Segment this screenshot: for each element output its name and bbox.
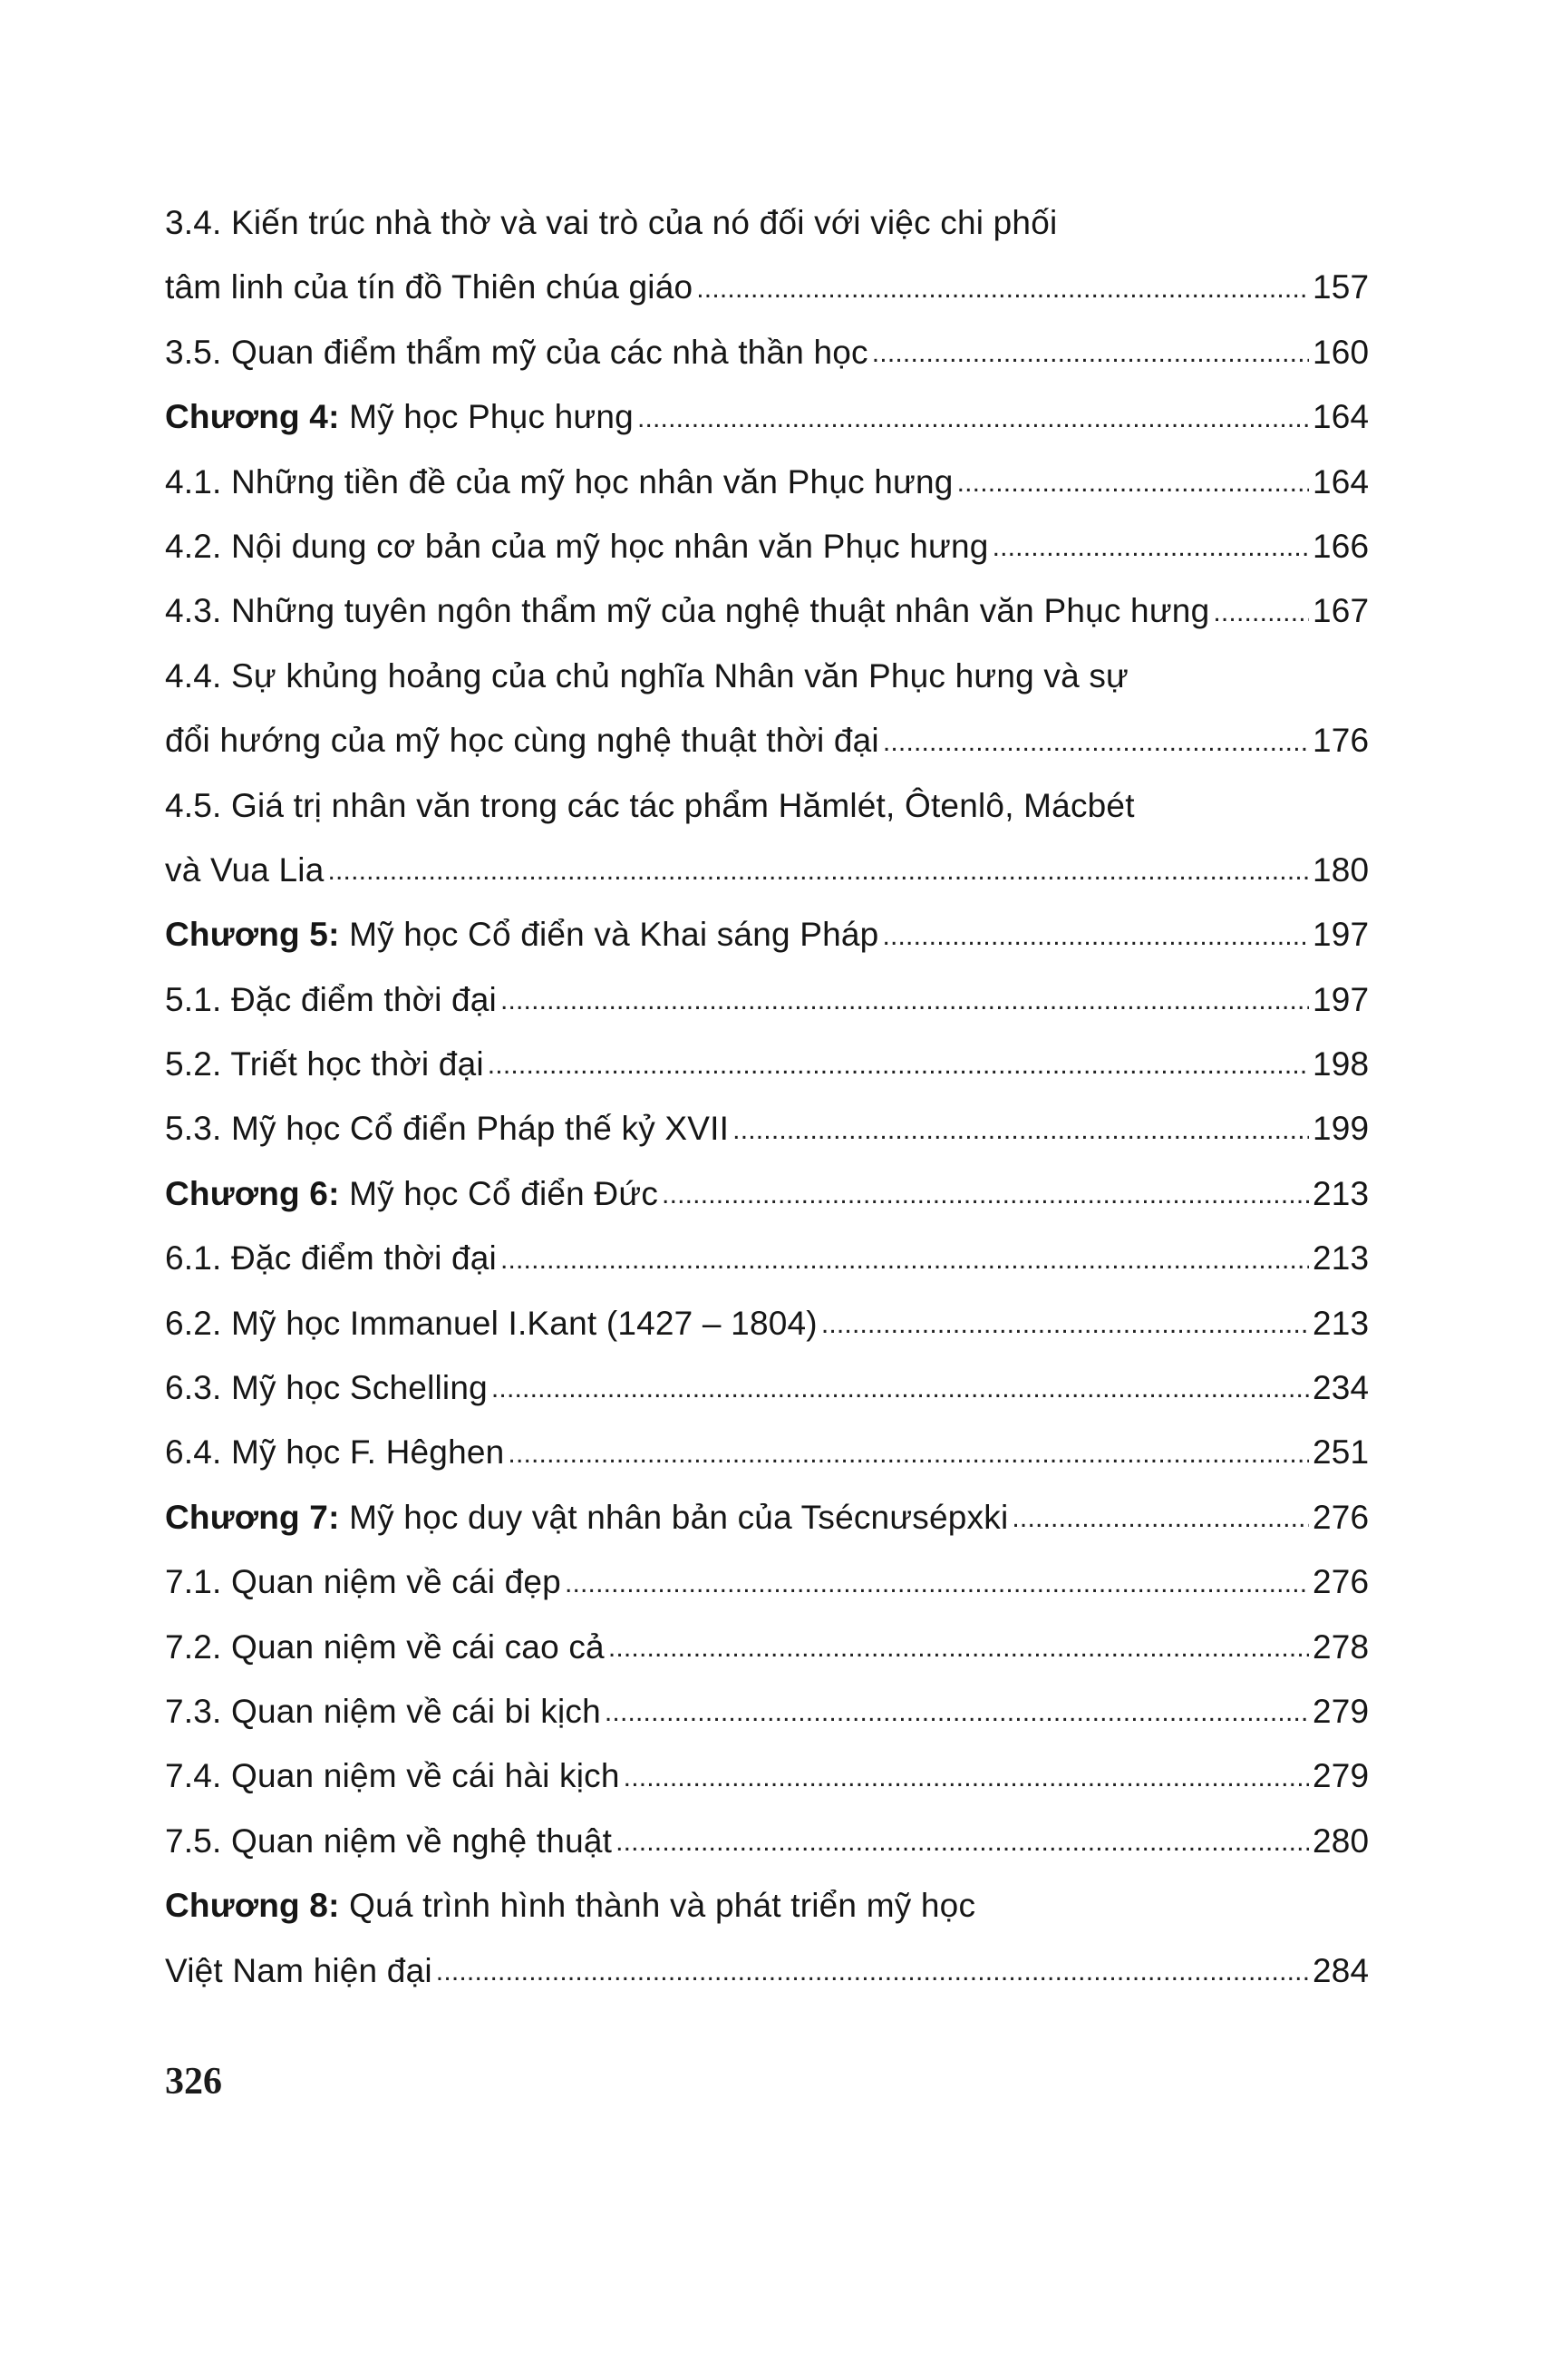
toc-entry-title [165,656,1129,696]
toc-entry-row [165,316,1369,380]
toc-entry-title [165,267,693,307]
toc-entry-text: Quá trình hình thành và phát triển mỹ học [339,1887,976,1925]
toc-entry-title [165,397,634,437]
toc-entry-title [165,1304,818,1344]
toc-entry-text: đổi hướng của mỹ học cùng nghệ thuật thời đại [165,722,879,760]
toc-entry-title [165,203,1057,243]
toc-entry-row [165,186,1369,250]
toc-entry-text: 7.3. Quan niệm về cái bi kịch [165,1692,601,1730]
toc-entry-text: 3.4. Kiến trúc nhà thờ và vai trò của nó đối với việc chi phối [165,204,1058,241]
toc-entry-text: Việt Nam hiện đại [165,1951,432,1989]
toc-entry-row [165,1675,1369,1739]
dot-leader [1213,599,1309,627]
toc-entry-text: 6.4. Mỹ học F. Hêghen [165,1433,505,1472]
toc-entry-text: 5.1. Đặc điểm thời đại [165,980,497,1018]
toc-entry-title [165,1044,484,1084]
toc-entry-text: tâm linh của tín đồ Thiên chúa giáo [165,268,693,306]
toc-entry-text: 7.5. Quan niệm về nghệ thuật [165,1821,613,1860]
toc-entry-title [165,915,878,955]
dot-leader [624,1764,1309,1792]
toc-page-number: 167 [1313,592,1370,630]
toc-entry-row [165,1027,1369,1092]
toc-entry-text: Mỹ học Phục hưng [339,398,634,436]
toc-chapter-row [165,1157,1369,1221]
toc-entry-title [165,786,1135,826]
toc-page-number: 198 [1313,1045,1370,1083]
toc-page-number: 213 [1313,1174,1370,1212]
dot-leader [605,1699,1309,1726]
dot-leader [508,1441,1309,1468]
chapter-label: Chương 4: [165,398,340,436]
toc-entry-text: 4.3. Những tuyên ngôn thẩm mỹ của nghệ thuật nhân văn Phục hưng [165,592,1210,630]
chapter-label: Chương 6: [165,1174,340,1212]
toc-page-number: 234 [1313,1369,1370,1407]
toc-entry-row [165,833,1369,898]
toc-entry-title [165,850,324,890]
chapter-label: Chương 7: [165,1498,340,1536]
dot-leader [882,923,1309,950]
toc-entry-text: 5.3. Mỹ học Cổ điển Pháp thế kỷ XVII [165,1110,730,1148]
toc-entry-row [165,1287,1369,1351]
toc-page-number: 251 [1313,1433,1370,1472]
toc-entry-title [165,1498,1008,1538]
toc-entry-title [165,333,868,373]
dot-leader [883,729,1309,756]
toc-chapter-row [165,1869,1369,1933]
toc-page-number: 199 [1313,1110,1370,1148]
dot-leader [615,1829,1309,1856]
toc-entry-row [165,1739,1369,1803]
page-number: 326 [165,2061,222,2103]
toc-entry-text: 7.1. Quan niệm về cái đẹp [165,1563,561,1601]
toc-entry-title [165,1433,504,1472]
toc-page-number: 279 [1313,1757,1370,1795]
toc-entry-title [165,1109,729,1149]
dot-leader [957,470,1309,497]
dot-leader [436,1958,1309,1986]
toc-entry-title [165,980,497,1020]
toc-entry-title [165,1951,432,1991]
toc-entry-title [165,1368,488,1408]
toc-entry-title [165,1174,658,1214]
toc-page-number: 157 [1313,268,1370,306]
table-of-contents [165,186,1369,1998]
toc-entry-text: và Vua Lia [165,850,325,889]
dot-leader [696,276,1309,303]
dot-leader [327,858,1309,885]
dot-leader [608,1635,1309,1662]
toc-page-number: 164 [1313,462,1370,500]
toc-entry-text: 5.2. Triết học thời đại [165,1045,484,1083]
toc-page-number: 197 [1313,916,1370,954]
toc-entry-title [165,1756,620,1796]
toc-entry-row [165,1804,1369,1869]
toc-entry-row [165,510,1369,574]
toc-entry-text: 4.1. Những tiền đề của mỹ học nhân văn Phục hưng [165,462,954,500]
dot-leader [500,987,1309,1015]
dot-leader [732,1117,1309,1144]
toc-page-number: 180 [1313,850,1370,889]
dot-leader [1012,1505,1309,1532]
toc-page-number: 276 [1313,1563,1370,1601]
chapter-label: Chương 5: [165,916,340,954]
toc-page-number: 279 [1313,1692,1370,1730]
toc-entry-row [165,1415,1369,1480]
toc-page-number: 276 [1313,1498,1370,1536]
toc-entry-row [165,1545,1369,1609]
toc-page-number: 164 [1313,398,1370,436]
toc-entry-title [165,527,989,567]
toc-page-number: 280 [1313,1821,1370,1860]
toc-entry-text: 4.4. Sự khủng hoảng của chủ nghĩa Nhân văn Phục hưng và sự [165,656,1129,695]
toc-entry-text: 6.1. Đặc điểm thời đại [165,1239,497,1277]
toc-entry-row [165,1221,1369,1286]
toc-page-number: 213 [1313,1239,1370,1277]
toc-chapter-row [165,1481,1369,1545]
toc-entry-title [165,1239,497,1278]
toc-entry-row [165,963,1369,1027]
dot-leader [491,1375,1309,1403]
dot-leader [662,1181,1309,1209]
toc-entry-text: 6.2. Mỹ học Immanuel I.Kant (1427 – 1804) [165,1304,818,1342]
dot-leader [565,1570,1309,1598]
toc-entry-row [165,445,1369,510]
toc-page-number: 284 [1313,1951,1370,1989]
toc-entry-row [165,769,1369,833]
toc-entry-title [165,1692,601,1732]
toc-entry-text: 7.4. Quan niệm về cái hài kịch [165,1757,620,1795]
toc-page-number: 278 [1313,1627,1370,1666]
toc-chapter-row [165,898,1369,962]
toc-page-number: 213 [1313,1304,1370,1342]
toc-page-number: 160 [1313,333,1370,371]
toc-chapter-row [165,380,1369,444]
dot-leader [500,1247,1309,1274]
dot-leader [821,1311,1309,1338]
toc-entry-text: 4.2. Nội dung cơ bản của mỹ học nhân văn Phục hưng [165,527,989,565]
toc-entry-row [165,1092,1369,1156]
toc-page-number: 176 [1313,722,1370,760]
toc-entry-text: Mỹ học duy vật nhân bản của Tsécnưsépxki [339,1498,1009,1536]
dot-leader [488,1052,1309,1079]
toc-entry-title [165,1562,561,1602]
toc-entry-text: 7.2. Quan niệm về cái cao cả [165,1627,605,1666]
toc-entry-text: 4.5. Giá trị nhân văn trong các tác phẩm Hămlét, Ôtenlô, Mácbét [165,786,1135,824]
toc-entry-text: 3.5. Quan điểm thẩm mỹ của các nhà thần học [165,333,868,371]
toc-entry-title [165,462,954,502]
toc-entry-row [165,1934,1369,1998]
dot-leader [993,534,1309,561]
toc-entry-title [165,1886,975,1926]
toc-page-number: 166 [1313,527,1370,565]
toc-entry-row [165,1610,1369,1675]
dot-leader [637,405,1309,432]
toc-entry-text: Mỹ học Cổ điển và Khai sáng Pháp [339,916,879,954]
toc-entry-row [165,574,1369,638]
toc-entry-row [165,704,1369,768]
toc-entry-title [165,721,879,761]
toc-entry-row [165,639,1369,704]
toc-entry-text: 6.3. Mỹ học Schelling [165,1369,488,1407]
dot-leader [872,340,1309,367]
toc-entry-row [165,1351,1369,1415]
toc-entry-title [165,1821,612,1861]
chapter-label: Chương 8: [165,1887,340,1925]
toc-entry-title [165,591,1209,631]
toc-entry-title [165,1627,605,1667]
toc-page-number: 197 [1313,980,1370,1018]
toc-entry-row [165,250,1369,315]
toc-entry-text: Mỹ học Cổ điển Đức [339,1174,659,1212]
